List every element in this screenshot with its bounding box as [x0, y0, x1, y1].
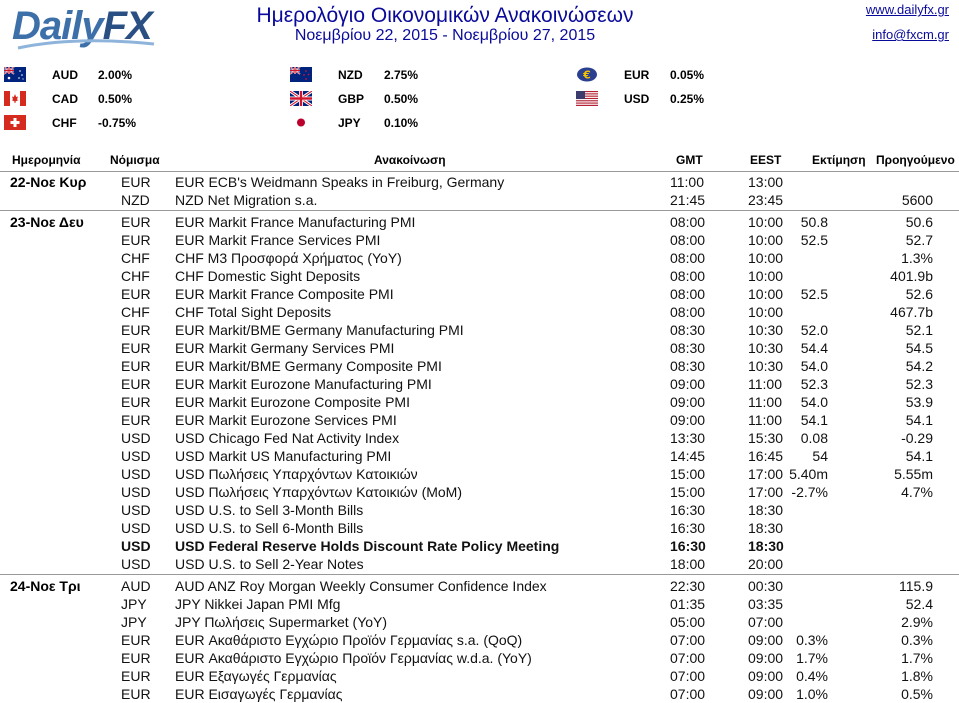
event-cell: EUR ECB's Weidmann Speaks in Freiburg, Germany: [175, 174, 505, 190]
gmt-time-cell: 09:00: [670, 376, 706, 392]
column-header-eest: EEST: [750, 153, 782, 167]
gmt-time-cell: 08:30: [670, 340, 706, 356]
previous-cell: 0.3%: [901, 632, 933, 648]
currency-cell: USD: [121, 520, 151, 536]
logo-daily-text: Daily: [12, 4, 103, 48]
previous-cell: 401.9b: [890, 268, 933, 284]
group-divider: [0, 574, 959, 575]
canada-flag-icon: [4, 91, 26, 106]
eest-time-cell: 23:45: [748, 192, 784, 208]
group-divider: [0, 210, 959, 211]
column-header-event: Ανακοίνωση: [374, 153, 446, 167]
gmt-time-cell: 08:00: [670, 286, 706, 302]
previous-cell: 52.1: [905, 322, 933, 338]
previous-cell: 54.5: [905, 340, 933, 356]
table-row: [0, 285, 959, 303]
gmt-time-cell: 14:45: [670, 448, 706, 464]
previous-cell: 50.6: [905, 214, 933, 230]
previous-cell: 53.9: [905, 394, 933, 410]
eest-time-cell: 00:30: [748, 578, 784, 594]
currency-cell: EUR: [121, 286, 151, 302]
gmt-time-cell: 15:00: [670, 484, 706, 500]
currency-cell: CHF: [121, 250, 150, 266]
table-row: [0, 483, 959, 501]
estimate-cell: 52.3: [800, 376, 828, 392]
table-row: [0, 465, 959, 483]
event-cell: NZD Net Migration s.a.: [175, 192, 318, 208]
currency-cell: EUR: [121, 412, 151, 428]
rate-item-chf: [4, 112, 204, 134]
table-row: [0, 447, 959, 465]
column-header-previous: Προηγούμενο: [876, 153, 955, 167]
previous-cell: 0.5%: [901, 686, 933, 702]
gmt-time-cell: 09:00: [670, 412, 706, 428]
estimate-cell: 0.4%: [796, 668, 828, 684]
event-cell: CHF Domestic Sight Deposits: [175, 268, 361, 284]
rate-code: CHF: [52, 116, 77, 130]
email-link[interactable]: info@fxcm.gr: [872, 27, 949, 42]
gmt-time-cell: 07:00: [670, 632, 706, 648]
event-cell: USD Πωλήσεις Υπαρχόντων Κατοικιών: [175, 466, 418, 482]
estimate-cell: 54.0: [800, 394, 828, 410]
currency-cell: JPY: [121, 614, 147, 630]
previous-cell: 52.3: [905, 376, 933, 392]
currency-cell: EUR: [121, 322, 151, 338]
table-row: [0, 321, 959, 339]
rate-code: JPY: [338, 116, 361, 130]
rate-item-jpy: [290, 112, 490, 134]
rate-value: 0.50%: [384, 92, 419, 106]
event-cell: USD Chicago Fed Nat Activity Index: [175, 430, 400, 446]
previous-cell: -0.29: [901, 430, 933, 446]
previous-cell: 115.9: [899, 578, 933, 594]
estimate-cell: 0.3%: [796, 632, 828, 648]
event-cell: EUR Ακαθάριστο Εγχώριο Προϊόν Γερμανίας s.a. (QoQ): [175, 632, 523, 648]
date-label: 24-Νοε Τρι: [10, 578, 81, 594]
header-divider: [0, 171, 959, 172]
gmt-time-cell: 08:00: [670, 268, 706, 284]
rate-item-gbp: [290, 88, 490, 110]
gmt-time-cell: 22:30: [670, 578, 706, 594]
table-row: [0, 595, 959, 613]
gmt-time-cell: 08:00: [670, 250, 706, 266]
event-cell: CHF Total Sight Deposits: [175, 304, 332, 320]
event-cell: EUR Εξαγωγές Γερμανίας: [175, 668, 337, 684]
column-header-date: Ημερομηνία: [12, 153, 81, 167]
eest-time-cell: 09:00: [748, 650, 784, 666]
rate-value: 0.50%: [98, 92, 133, 106]
table-row: [0, 501, 959, 519]
table-row: [0, 173, 959, 191]
previous-cell: 1.7%: [901, 650, 933, 666]
euro-flag-icon: [576, 67, 598, 82]
eest-time-cell: 18:30: [748, 538, 784, 554]
gmt-time-cell: 13:30: [670, 430, 706, 446]
gmt-time-cell: 15:00: [670, 466, 706, 482]
currency-cell: EUR: [121, 686, 151, 702]
gmt-time-cell: 08:00: [670, 232, 706, 248]
previous-cell: 52.6: [905, 286, 933, 302]
estimate-cell: 1.7%: [796, 650, 828, 666]
estimate-cell: 54.1: [800, 412, 828, 428]
event-cell: AUD ANZ Roy Morgan Weekly Consumer Confidence Index: [175, 578, 547, 594]
website-link[interactable]: www.dailyfx.gr: [865, 2, 949, 17]
rate-value: 0.10%: [384, 116, 419, 130]
table-row: [0, 303, 959, 321]
rate-item-aud: [4, 64, 204, 86]
event-cell: EUR Markit Eurozone Manufacturing PMI: [175, 376, 432, 392]
currency-cell: EUR: [121, 174, 151, 190]
currency-cell: EUR: [121, 650, 151, 666]
column-header-gmt: GMT: [676, 153, 703, 167]
eest-time-cell: 10:00: [748, 304, 784, 320]
eest-time-cell: 11:00: [748, 394, 782, 410]
eest-time-cell: 20:00: [748, 556, 784, 572]
eest-time-cell: 10:30: [748, 322, 784, 338]
rate-item-nzd: [290, 64, 490, 86]
rate-item-usd: [576, 88, 776, 110]
gmt-time-cell: 08:00: [670, 214, 706, 230]
event-cell: USD Markit US Manufacturing PMI: [175, 448, 392, 464]
currency-cell: AUD: [121, 578, 151, 594]
gmt-time-cell: 07:00: [670, 668, 706, 684]
gmt-time-cell: 05:00: [670, 614, 706, 630]
event-cell: USD U.S. to Sell 2-Year Notes: [175, 556, 364, 572]
estimate-cell: 52.5: [800, 232, 828, 248]
rate-code: AUD: [52, 68, 78, 82]
currency-cell: EUR: [121, 214, 151, 230]
currency-cell: NZD: [121, 192, 150, 208]
table-row: [0, 631, 959, 649]
eest-time-cell: 09:00: [748, 632, 784, 648]
rate-item-cad: [4, 88, 204, 110]
table-row: [0, 429, 959, 447]
previous-cell: 467.7b: [890, 304, 933, 320]
eest-time-cell: 10:00: [748, 232, 784, 248]
date-label: 22-Νοε Κυρ: [10, 174, 87, 190]
gmt-time-cell: 16:30: [670, 502, 706, 518]
event-cell: EUR Markit Germany Services PMI: [175, 340, 395, 356]
eest-time-cell: 18:30: [748, 502, 784, 518]
eest-time-cell: 15:30: [748, 430, 784, 446]
currency-cell: EUR: [121, 632, 151, 648]
currency-cell: EUR: [121, 394, 151, 410]
gmt-time-cell: 16:30: [670, 538, 706, 554]
event-cell: EUR Markit Eurozone Services PMI: [175, 412, 397, 428]
table-row: [0, 519, 959, 537]
gmt-time-cell: 07:00: [670, 686, 706, 702]
currency-cell: EUR: [121, 358, 151, 374]
date-range-subtitle: Νοεμβρίου 22, 2015 - Νοεμβρίου 27, 2015: [294, 27, 596, 44]
eest-time-cell: 17:00: [748, 484, 784, 500]
rate-value: -0.75%: [98, 116, 137, 130]
new-zealand-flag-icon: [290, 67, 312, 82]
currency-cell: CHF: [121, 268, 150, 284]
eest-time-cell: 13:00: [748, 174, 784, 190]
rate-value: 2.75%: [384, 68, 419, 82]
table-row: [0, 267, 959, 285]
eest-time-cell: 03:35: [748, 596, 784, 612]
event-cell: EUR Ακαθάριστο Εγχώριο Προϊόν Γερμανίας w.d.a. (YoY): [175, 650, 532, 666]
event-cell: EUR Markit France Services PMI: [175, 232, 381, 248]
gmt-time-cell: 08:00: [670, 304, 706, 320]
eest-time-cell: 10:00: [748, 268, 784, 284]
currency-cell: EUR: [121, 232, 151, 248]
rate-code: USD: [624, 92, 650, 106]
gmt-time-cell: 21:45: [670, 192, 706, 208]
table-row: [0, 191, 959, 209]
previous-cell: 1.8%: [901, 668, 933, 684]
event-cell: EUR Markit/BME Germany Composite PMI: [175, 358, 442, 374]
event-cell: EUR Markit France Manufacturing PMI: [175, 214, 416, 230]
gmt-time-cell: 01:35: [670, 596, 706, 612]
estimate-cell: 5.40m: [789, 466, 828, 482]
previous-cell: 4.7%: [901, 484, 933, 500]
column-header-currency: Νόμισμα: [110, 153, 160, 167]
table-row: [0, 393, 959, 411]
currency-cell: EUR: [121, 668, 151, 684]
event-cell: JPY Nikkei Japan PMI Mfg: [175, 596, 341, 612]
uk-flag-icon: [290, 91, 312, 106]
table-row: [0, 667, 959, 685]
currency-cell: USD: [121, 466, 151, 482]
previous-cell: 54.1: [905, 448, 933, 464]
event-cell: USD U.S. to Sell 3-Month Bills: [175, 502, 364, 518]
logo-fx-text: FX: [102, 4, 152, 48]
previous-cell: 54.1: [905, 412, 933, 428]
table-row: [0, 537, 959, 555]
estimate-cell: 54: [812, 448, 828, 464]
gmt-time-cell: 08:30: [670, 358, 706, 374]
estimate-cell: -2.7%: [791, 484, 828, 500]
table-row: [0, 649, 959, 667]
gmt-time-cell: 16:30: [670, 520, 706, 536]
eest-time-cell: 10:00: [748, 214, 784, 230]
table-row: [0, 249, 959, 267]
australia-flag-icon: [4, 67, 26, 82]
eest-time-cell: 10:00: [748, 286, 784, 302]
eest-time-cell: 09:00: [748, 686, 784, 702]
estimate-cell: 50.8: [800, 214, 828, 230]
previous-cell: 5600: [901, 192, 933, 208]
currency-cell: USD: [121, 556, 151, 572]
svg-text:€: €: [583, 68, 591, 82]
eest-time-cell: 18:30: [748, 520, 784, 536]
event-cell: CHF M3 Προσφορά Χρήματος (YoY): [175, 250, 402, 266]
rate-value: 0.25%: [670, 92, 705, 106]
table-row: [0, 685, 959, 703]
estimate-cell: 0.08: [800, 430, 828, 446]
currency-cell: USD: [121, 502, 151, 518]
previous-cell: 5.55m: [894, 466, 933, 482]
eest-time-cell: 07:00: [748, 614, 784, 630]
japan-flag-icon: [290, 115, 312, 130]
interest-rates-panel: [0, 64, 959, 136]
estimate-cell: 54.0: [800, 358, 828, 374]
date-label: 23-Νοε Δευ: [10, 214, 84, 230]
switzerland-flag-icon: [4, 115, 26, 130]
previous-cell: 52.4: [905, 596, 933, 612]
event-cell: USD Πωλήσεις Υπαρχόντων Κατοικιών (MoM): [175, 484, 463, 500]
eest-time-cell: 09:00: [748, 668, 784, 684]
previous-cell: 52.7: [905, 232, 933, 248]
rate-code: GBP: [338, 92, 365, 106]
event-cell: EUR Markit/BME Germany Manufacturing PMI: [175, 322, 464, 338]
table-row: [0, 375, 959, 393]
event-cell: USD Federal Reserve Holds Discount Rate Policy Meeting: [175, 538, 560, 554]
eest-time-cell: 16:45: [748, 448, 784, 464]
rate-value: 0.05%: [670, 68, 705, 82]
column-header-estimate: Εκτίμηση: [812, 153, 866, 167]
estimate-cell: 52.0: [800, 322, 828, 338]
gmt-time-cell: 09:00: [670, 394, 706, 410]
estimate-cell: 1.0%: [796, 686, 828, 702]
eest-time-cell: 10:30: [748, 358, 784, 374]
previous-cell: 54.2: [905, 358, 933, 374]
gmt-time-cell: 07:00: [670, 650, 706, 666]
currency-cell: USD: [121, 448, 151, 464]
gmt-time-cell: 18:00: [670, 556, 706, 572]
rate-code: EUR: [624, 68, 650, 82]
currency-cell: USD: [121, 538, 151, 554]
rate-code: NZD: [338, 68, 363, 82]
currency-cell: EUR: [121, 376, 151, 392]
rate-code: CAD: [52, 92, 78, 106]
currency-cell: USD: [121, 430, 151, 446]
eest-time-cell: 10:00: [748, 250, 784, 266]
eest-time-cell: 11:00: [748, 412, 782, 428]
gmt-time-cell: 11:00: [670, 174, 704, 190]
gmt-time-cell: 08:30: [670, 322, 706, 338]
estimate-cell: 54.4: [800, 340, 828, 356]
currency-cell: USD: [121, 484, 151, 500]
table-row: [0, 577, 959, 595]
event-cell: USD U.S. to Sell 6-Month Bills: [175, 520, 364, 536]
dailyfx-logo: [12, 4, 162, 52]
page-title: Ημερολόγιο Οικονομικών Ανακοινώσεων: [256, 4, 634, 27]
table-row: [0, 339, 959, 357]
rate-value: 2.00%: [98, 68, 133, 82]
table-row: [0, 411, 959, 429]
previous-cell: 1.3%: [901, 250, 933, 266]
event-cell: EUR Markit France Composite PMI: [175, 286, 394, 302]
event-cell: JPY Πωλήσεις Supermarket (YoY): [175, 614, 388, 630]
currency-cell: CHF: [121, 304, 150, 320]
rate-item-eur: [576, 64, 776, 86]
previous-cell: 2.9%: [901, 614, 933, 630]
eest-time-cell: 17:00: [748, 466, 784, 482]
eest-time-cell: 10:30: [748, 340, 784, 356]
table-row: [0, 613, 959, 631]
eest-time-cell: 11:00: [748, 376, 782, 392]
estimate-cell: 52.5: [800, 286, 828, 302]
table-row: [0, 555, 959, 573]
event-cell: EUR Markit Eurozone Composite PMI: [175, 394, 410, 410]
table-row: [0, 231, 959, 249]
currency-cell: JPY: [121, 596, 147, 612]
currency-cell: EUR: [121, 340, 151, 356]
table-row: [0, 213, 959, 231]
usa-flag-icon: [576, 91, 598, 106]
event-cell: EUR Εισαγωγές Γερμανίας: [175, 686, 343, 702]
logo-swoosh-icon: [16, 38, 156, 52]
page-header: [0, 0, 959, 58]
table-row: [0, 357, 959, 375]
